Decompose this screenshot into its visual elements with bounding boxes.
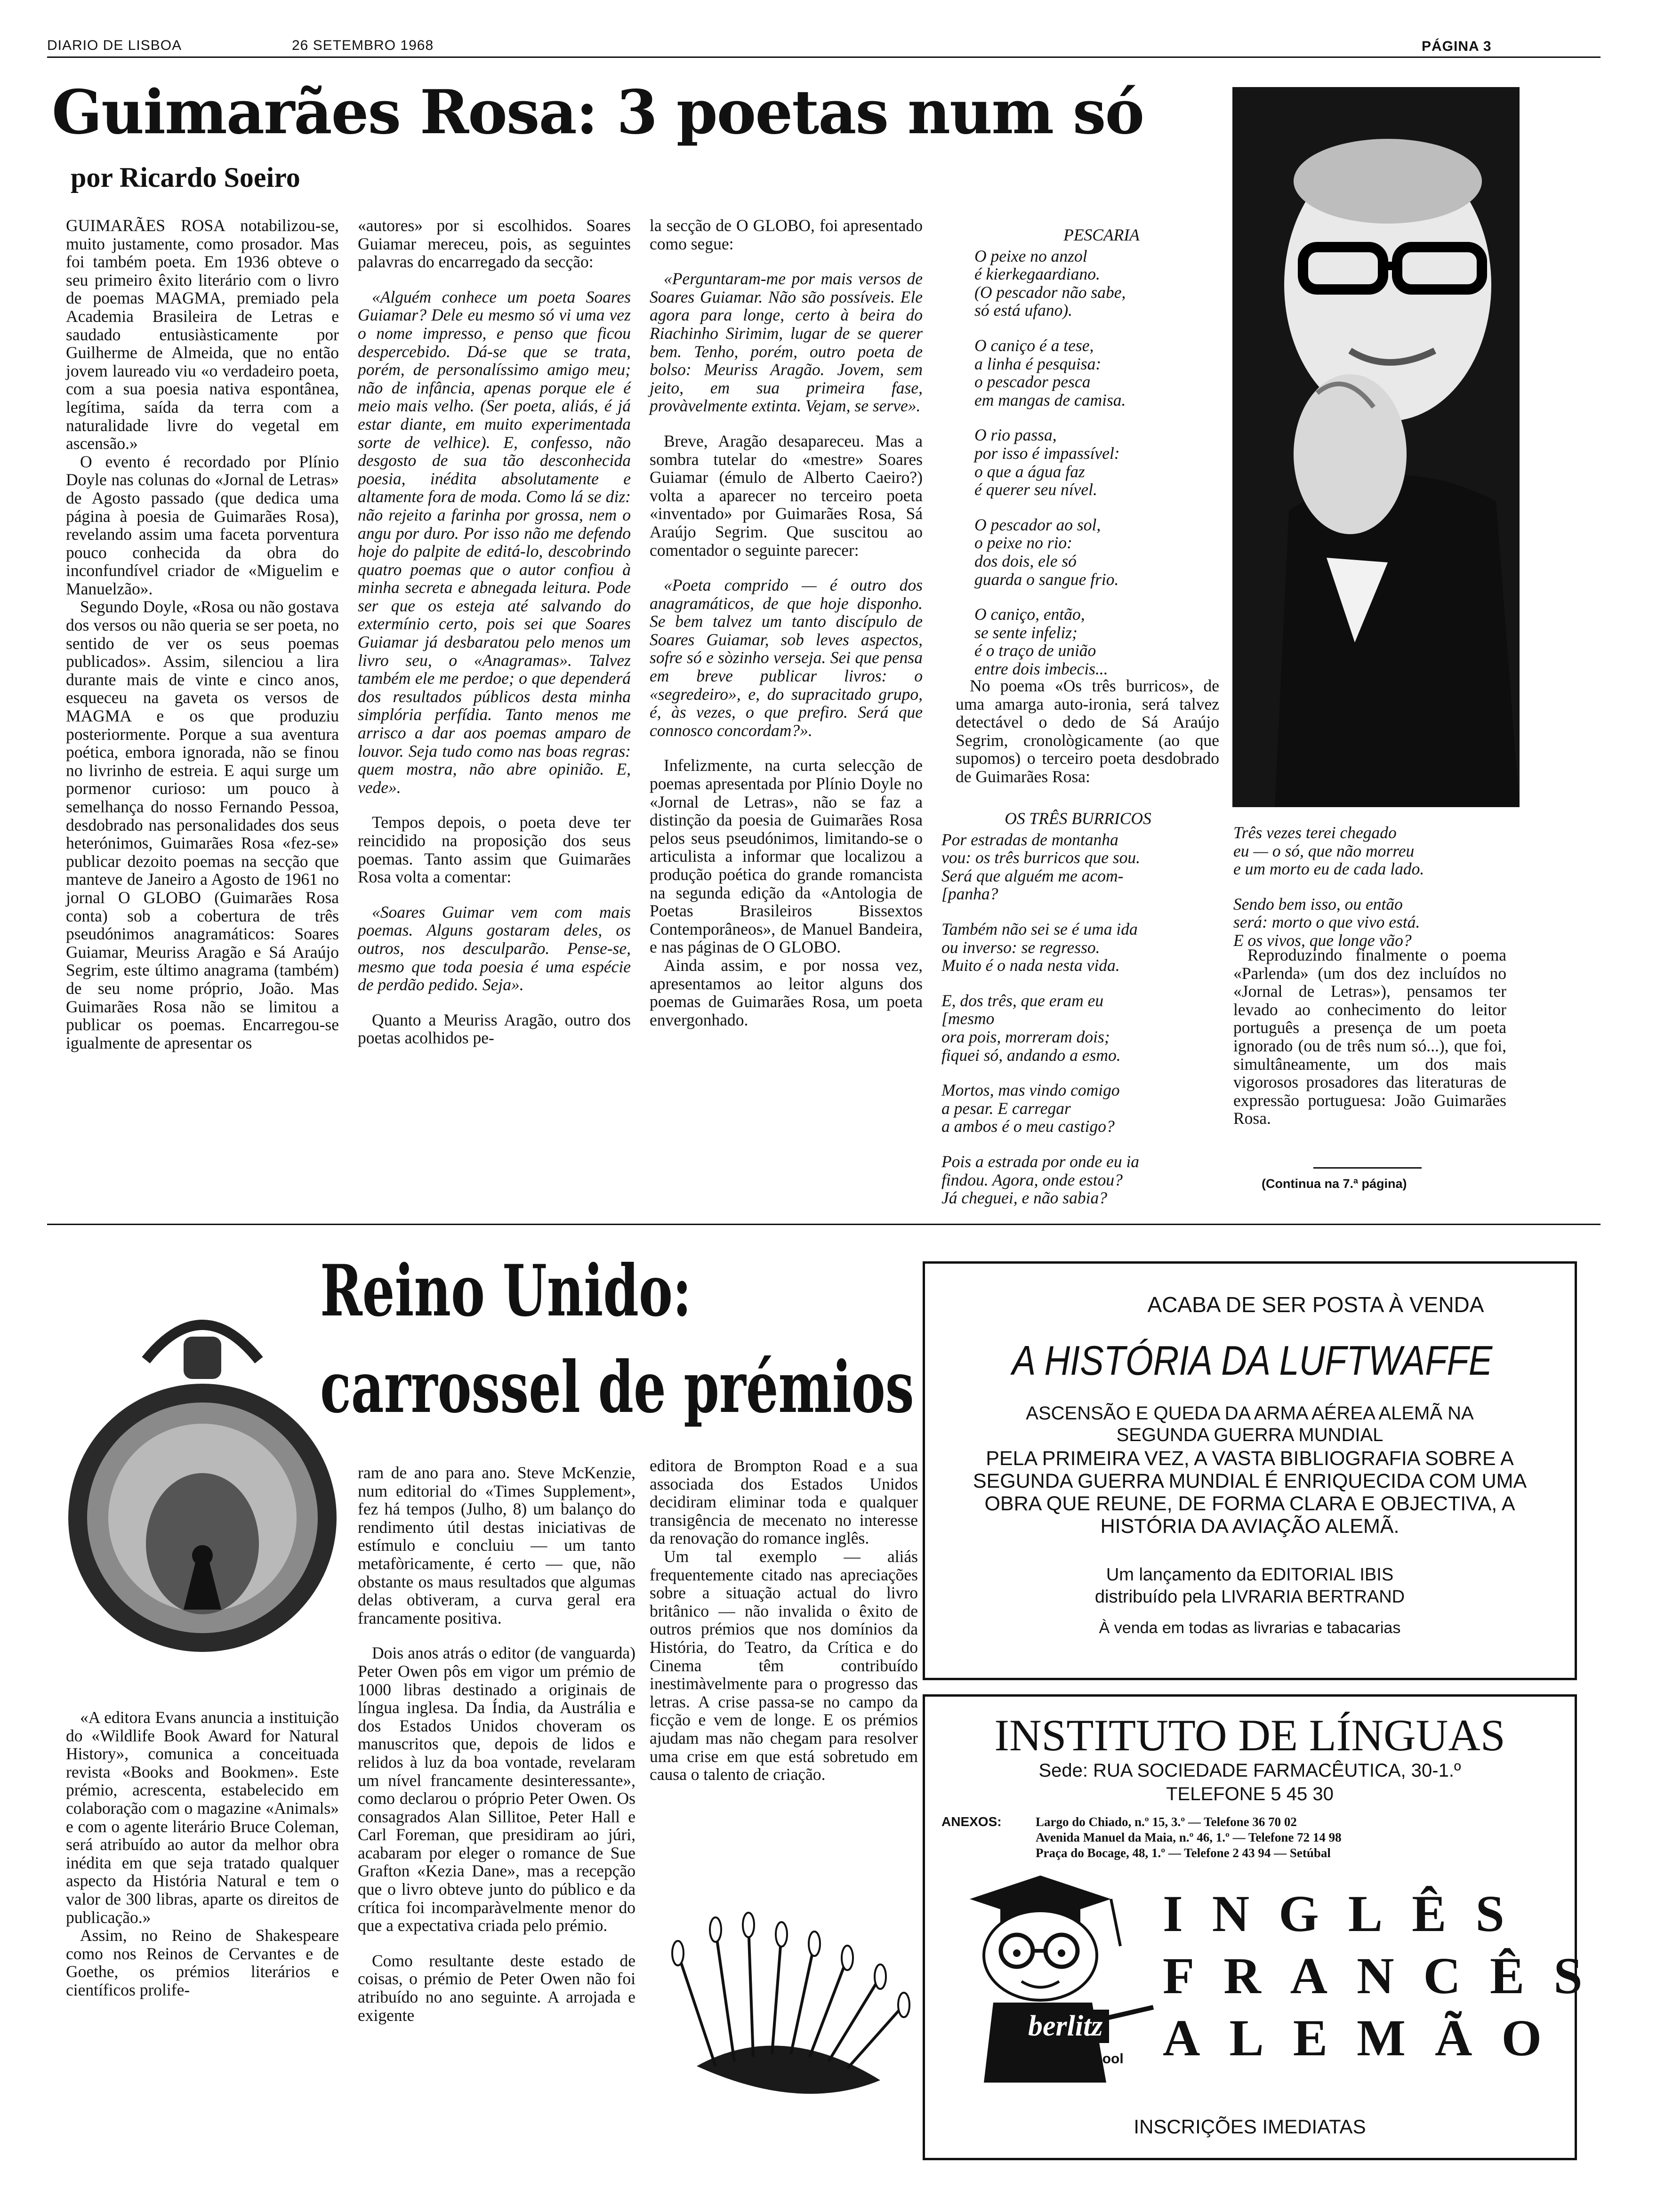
language-german: ALEMÃO bbox=[1163, 2009, 1571, 2067]
poem-tres-burricos: OS TRÊS BURRICOS Por estradas de montanha vou: os três burricos que sou. Será que alguém me acom- [panha? Também não sei se é uma ida ou inverso: se regresso. Muito é o nada nesta vida. E, dos três, que eram eu [mesmo ora pois, morreram dois; fiquei só, andando a esmo. Mortos, mas vindo comigo a pesar. E carregar a ambos é o meu castigo? Pois a estrada por onde eu ia findou. Agora, onde estou? Já cheguei, e não sabia? bbox=[941, 809, 1215, 1224]
ad-instituto-phone: TELEFONE 5 45 30 bbox=[1166, 1784, 1334, 1804]
berlitz-cartoon bbox=[951, 1866, 1158, 2083]
masthead-page: PÁGINA 3 bbox=[1422, 39, 1492, 54]
ad-instituto-address: Sede: RUA SOCIEDADE FARMACÊUTICA, 30-1.º bbox=[1038, 1760, 1461, 1781]
poem-pescaria: PESCARIA O peixe no anzol é kierkegaardiano. (O pescador não sabe, só está ufano). O caniço é a tese, a linha é pesquisa: o pescador pesca em mangas de camisa. O rio passa, por isso é impassível: o que a água faz é querer seu nível. O pescador ao sol, o peixe no rio: dos dois, ele só guarda o sangue frio. O caniço, então, se sente infeliz; é o traço de união entre dois imbecis... bbox=[974, 226, 1229, 695]
annex-line: Avenida Manuel da Maia, n.º 46, 1.º — Telefone 72 14 98 bbox=[1036, 1830, 1342, 1844]
annex-line: Praça do Bocage, 48, 1.º — Telefone 2 43 94 — Setúbal bbox=[1036, 1846, 1331, 1860]
language-english: INGLÊS bbox=[1163, 1885, 1534, 1942]
masthead-rule bbox=[47, 56, 1601, 58]
article-headline: Guimarães Rosa: 3 poetas num só bbox=[52, 77, 1144, 148]
ad-instituto-footer: INSCRIÇÕES IMEDIATAS bbox=[1134, 2116, 1366, 2138]
article2-headline-line2: carrossel de prémios bbox=[320, 1346, 914, 1429]
ad-instituto-annexes bbox=[1036, 1814, 1342, 1861]
article-col-4-text: No poema «Os três burricos», de uma amarga auto-ironia, será talvez detectável o dedo de Sá Araújo Segrim, cronològicamente (ao que supomos) o terceiro poeta desdobrado de Guimarães Rosa: bbox=[956, 676, 1219, 786]
continued-rule bbox=[1313, 1167, 1422, 1169]
ad-luftwaffe-kicker: ACABA DE SER POSTA À VENDA bbox=[1147, 1292, 1484, 1317]
ad-luftwaffe-title: A HISTÓRIA DA LUFTWAFFE bbox=[1012, 1337, 1493, 1384]
graduate-cartoon-icon bbox=[951, 1866, 1158, 2083]
ad-luftwaffe-distributor: distribuído pela LIVRARIA BERTRAND bbox=[1094, 1587, 1405, 1607]
article-byline: por Ricardo Soeiro bbox=[71, 162, 300, 193]
quill-illustration bbox=[659, 1911, 923, 2132]
poem-title: OS TRÊS BURRICOS bbox=[1005, 809, 1151, 828]
author-photo bbox=[1232, 87, 1520, 807]
article2-headline-line1: Reino Unido: bbox=[320, 1250, 692, 1332]
berlitz-logo-sub: school bbox=[1078, 2051, 1124, 2067]
masthead-date: 26 SETEMBRO 1968 bbox=[292, 38, 434, 53]
ad-luftwaffe-body: PELA PRIMEIRA VEZ, A VASTA BIBLIOGRAFIA SOBRE A SEGUNDA GUERRA MUNDIAL É ENRIQUECIDA COM UMA OBRA QUE REUNE, DE FORMA CLARA E OBJECTIVA, A HISTÓRIA DA AVIAÇÃO ALEMÃ. bbox=[973, 1447, 1527, 1538]
article-col-1: GUIMARÃES ROSA notabilizou-se, muito justamente, como prosador. Mas foi também poeta. Em 1936 obteve o seu primeiro êxito literário com o livro de poemas MAGMA, premiado pela Academia Brasileira de Letras e saudado entusiàsticamente por Guilherme de Almeida, que no então jovem laureado viu «o verdadeiro poeta, com a sua poesia nativa espontânea, legítima, saída da terra com a naturalidade livre do vegetal em ascensão.» O evento é recordado por Plínio Doyle nas colunas do «Jornal de Letras» de Agosto passado (que dedica uma página à poesia de Guimarães Rosa), revelando assim uma faceta porventura pouco conhecida da obra do inconfundível criador de «Miguelim e Manuelzão». Segundo Doyle, «Rosa ou não gostava dos versos ou não queria se ser poeta, no sentido de ver os seus poemas publicados». Assim, silenciou a lira durante mais de vinte e cinco anos, esqueceu na gaveta os versos de MAGMA e os que produziu posteriormente. Porque a sua aventura poética, embora ignorada, não se finou no livrinho de estreia. E aqui surge um pormenor curioso: um pouco à semelhança do nosso Fernando Pessoa, desdobrado nas personalidades dos seus heterónimos, Guimarães Rosa «fez-se» publicar dezoito poemas na secção que manteve de Janeiro a Agosto de 1961 no jornal O GLOBO (Guimarães Rosa conta) sob a cobertura de três pseudónimos anagramáticos: Soares Guiamar, Meuriss Aragão e Sá Araújo Segrim, este último anagrama (também) de seu nome próprio, João. Mas Guimarães Rosa não se limitou a publicar os poemas. Encarregou-se igualmente de apresentar os bbox=[66, 216, 339, 1052]
article-col-5-text: Reproduzindo finalmente o poema «Parlenda» (um dos dez incluídos no «Jornal de Letras»), pensamos ter levado ao conhecimento do leitor português a presença de um poeta ignorado (ou de três num só...), que foi, simultâneamente, um dos mais vigorosos prosadores das literaturas de expressão portuguesa: João Guimarães Rosa. bbox=[1233, 946, 1506, 1128]
language-french: FRANCÊS bbox=[1163, 1947, 1612, 2004]
article2-col-2: ram de ano para ano. Steve McKenzie, num editorial do «Times Supplement», fez há tempos (Julho, 8) um balanço do rendimento útil destas iniciativas de estímulo e concluiu — um tanto metafòricamente, é certo — que, não obstante os maus resultados que algumas delas obtiveram, a curva geral era francamente positiva. Dois anos atrás o editor (de vanguarda) Peter Owen pôs em vigor um prémio de 1000 libras destinado a originais de língua inglesa. Da Índia, da Austrália e dos Estados Unidos choveram os manuscritos que, depois de lidos e relidos à luz da boa vontade, revelaram um nível francamente desinteressante», como declarou o próprio Peter Owen. Os consagrados Alan Sillitoe, Peter Hall e Carl Foreman, que presidiram ao júri, acabaram por eleger o romance de Sue Grafton «Kezia Dane», mas a recepção que o livro obteve junto do público e da crítica foi incomparàvelmente menor do que a expectativa criada pelo prémio. Como resultante deste estado de coisas, o prémio de Peter Owen não foi atribuído no ano seguinte. A arrojada e exigente bbox=[358, 1463, 635, 2025]
continued-note: (Continua na 7.ª página) bbox=[1262, 1177, 1407, 1191]
article2-col-3: editora de Brompton Road e a sua associada dos Estados Unidos decidiram eliminar toda e qualquer transigência de mecenato no interesse da renovação do romance inglês. Um tal exemplo — aliás frequentemente citado nas apreciações sobre a situação actual do livro britânico — não invalida o êxito de outros prémios que nos domínios da História, do Teatro, da Crítica e do Cinema têm contribuído inestimàvelmente para o progresso das letras. A crise passa-se no campo da ficção e vem de longe. E os prémios ajudam mas não chegam para resolver uma crise em que está sobretudo em causa o talento de criação. bbox=[650, 1456, 918, 1784]
masthead-paper: DIARIO DE LISBOA bbox=[47, 38, 182, 53]
ad-instituto-annex-label: ANEXOS: bbox=[941, 1814, 1002, 1829]
annex-line: Largo do Chiado, n.º 15, 3.º — Telefone 36 70 02 bbox=[1036, 1815, 1297, 1829]
ad-luftwaffe-publisher: Um lançamento da EDITORIAL IBIS bbox=[1106, 1565, 1394, 1585]
ad-instituto-title: INSTITUTO DE LÍNGUAS bbox=[994, 1710, 1505, 1760]
article-col-3: la secção de O GLOBO, foi apresentado como segue: «Perguntaram-me por mais versos de Soares Guiamar. Não são possíveis. Ele agora para longe, certo à beira do Riachinho Sirimim, lugar de se querer bem. Tenho, porém, outro poeta de bolso: Meuriss Aragão. Jovem, sem jeito, em sua primeira fase, provàvelmente extinta. Vejam, se serve». Breve, Aragão desapareceu. Mas a sombra tutelar do «mestre» Soares Guiamar (émulo de Alberto Caeiro?) volta a aparecer no terceiro poeta «inventado» por Guimarães Rosa, Sá Araújo Segrim. Que suscitou ao comentador o seguinte parecer: «Poeta comprido — é outro dos anagramáticos, de que hoje disponho. Se bem talvez um tanto discípulo de Soares Guiamar, sob leves aspectos, sofre só e sòzinho verseja. Sei que pensa em breve publicar livros: o «segredeiro», e, do supracitado grupo, é, às vezes, o que prefiro. Será que connosco concordam?». Infelizmente, na curta selecção de poemas apresentada por Plínio Doyle no «Jornal de Letras», não se faz a distinção da poesia de Guimarães Rosa pelos seus pseudónimos, limitando-se o articulista a informar que localizou a produção poética do grande romancista na segunda edição da «Antologia de Poetas Brasileiros Bissextos Contemporâneos», de Manuel Bandeira, e nas páginas de O GLOBO. Ainda assim, e por nossa vez, apresentamos ao leitor alguns dos poemas de Guimarães Rosa, um poeta envergonhado. bbox=[650, 216, 923, 1029]
ad-luftwaffe-subtitle: ASCENSÃO E QUEDA DA ARMA AÉREA ALEMÃ NA SEGUNDA GUERRA MUNDIAL bbox=[1026, 1403, 1474, 1445]
ad-instituto-languages bbox=[1163, 1883, 1612, 2069]
article-col-2: «autores» por si escolhidos. Soares Guiamar mereceu, pois, as seguintes palavras do encarregado da secção: «Alguém conhece um poeta Soares Guiamar? Dele eu mesmo só vi uma vez o nome impresso, e penso que ficou despercebido. Dá-se que se trata, porém, de personalíssimo amigo meu; não de infância, apenas porque ele é meio mais velho. (Ser poeta, aliás, é já estar diante, em muito experimentada sorte de velhice). E, confesso, não desgosto de sua tão desconhecida poesia, inédita absolutamente e altamente fora de moda. Como lá se diz: não rejeito a farinha por grossa, nem o angu por duro. Por isso não me defendo hoje do palpite de editá-lo, descobrindo quatro poemas que o autor confiou à minha secreta e abnegada leitura. Pode ser que os esteja até salvando do extermínio certo, pois sei que Soares Guiamar já desbaratou pelo menos um livro seu, o «Anagramas». Talvez também ele me perdoe; o que dependerá dos resultados públicos desta minha simplória perfídia. Tanto menos me arrisco a dar aos poemas amparo de louvor. Seja tudo como nas boas regras: quem mostra, não abre opinião. E, vede». Tempos depois, o poeta deve ter reincidido na proposição dos seus poemas. Tanto assim que Guimarães Rosa volta a comentar: «Soares Guimar vem com mais poemas. Alguns gostaram deles, os outros, nos desculparão. Pense-se, mesmo que toda poesia é uma espécie de perdão pedido. Seja». Quanto a Meuriss Aragão, outro dos poetas acolhidos pe- bbox=[358, 216, 631, 1048]
pocket-watch-icon bbox=[66, 1280, 339, 1694]
pocket-watch-image bbox=[66, 1280, 339, 1694]
poem-tres-burricos-continued: Três vezes terei chegado eu — o só, que não morreu e um morto eu de cada lado. Sendo bem isso, ou então será: morto o que vivo está. E os vivos, que longe vão? bbox=[1233, 823, 1424, 950]
section-divider bbox=[47, 1224, 1601, 1225]
article2-col-1: «A editora Evans anuncia a instituição do «Wildlife Book Award for Natural History», comunica a conceituada revista «Books and Bookmen». Este prémio, acrescenta, estabelecido em colaboração com o magazine «Animals» e com o agente literário Bruce Coleman, será atribuído ao autor da melhor obra inédita em que seja tratado qualquer aspecto da História Natural e tem o valor de 300 libras, aparte os direitos de publicação.» Assim, no Reino de Shakespeare como nos Reinos de Cervantes e de Goethe, os prémios literários e científicos prolife- bbox=[66, 1708, 339, 1999]
berlitz-logo-text: berlitz bbox=[1022, 2010, 1109, 2043]
ad-luftwaffe-availability: À venda em todas as livrarias e tabacarias bbox=[1099, 1619, 1401, 1637]
poem-title: PESCARIA bbox=[1063, 225, 1140, 244]
quills-icon bbox=[659, 1911, 923, 2132]
portrait-illustration bbox=[1232, 87, 1520, 807]
